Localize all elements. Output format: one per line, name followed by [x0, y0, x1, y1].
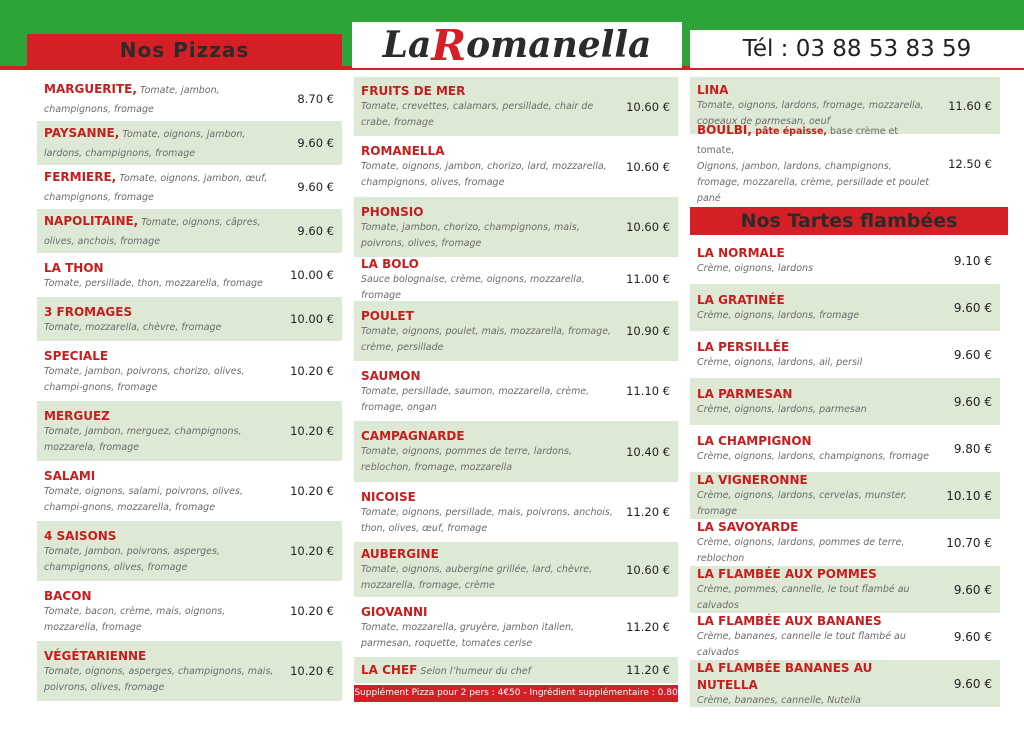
menu-item-price: 9.60 € — [953, 629, 992, 644]
menu-item-name: LA CHAMPIGNON — [697, 434, 812, 448]
menu-item-price: 10.10 € — [946, 488, 992, 503]
menu-item-price: 10.60 € — [626, 99, 670, 114]
menu-item-description: Crème, oignons, lardons — [697, 263, 814, 274]
menu-item — [690, 378, 1000, 425]
menu-item-price: 8.70 € — [297, 92, 334, 106]
menu-item-description: Tomate, oignons, poulet, mais, mozzarella, fromage, crème, persillade — [361, 325, 612, 353]
menu-item-name: LA GRATINÉE — [697, 293, 785, 307]
menu-item-price: 11.10 € — [626, 384, 670, 398]
menu-item-name: ROMANELLA — [361, 144, 445, 158]
pizzas-title-text: Nos Pizzas — [119, 38, 250, 62]
menu-item — [37, 341, 342, 401]
menu-item — [37, 297, 342, 341]
menu-item-name: LA FLAMBÉE AUX BANANES — [697, 614, 882, 628]
menu-item-text — [44, 467, 278, 516]
menu-item-description: Crème, oignons, lardons, champignons, fromage — [697, 451, 929, 462]
menu-item-name: LA SAVOYARDE — [697, 520, 799, 534]
tartes-list — [690, 237, 1000, 707]
menu-item-name: NAPOLITAINE, — [44, 214, 139, 228]
menu-item-price: 10.20 € — [290, 604, 334, 618]
menu-item-text — [44, 212, 278, 250]
menu-item-name: LA CHEF — [361, 662, 418, 677]
supplement-banner: Supplément Pizza pour 2 pers : 4€50 - Ingrédient supplémentaire : 0.80 € — [354, 685, 678, 702]
menu-item-description: Crème, bananes, cannelle, Nutella — [697, 694, 861, 706]
menu-item-price: 10.20 € — [290, 484, 334, 498]
menu-item-description: Tomate, jambon, chorizo, champignons, mais, poivrons, olives, fromage — [361, 221, 580, 249]
menu-item-text — [697, 565, 936, 614]
menu-item-description: Tomate, mozzarella, gruyère, jambon italien, parmesan, roquette, tomates cerise — [361, 621, 575, 649]
menu-item-text — [44, 80, 278, 118]
menu-item-text — [361, 545, 614, 594]
menu-item-description: Tomate, jambon, poivrons, asperges, champignons, olives, fromage — [44, 545, 220, 573]
menu-item-price: 11.20 € — [626, 620, 670, 634]
menu-item-price: 10.60 € — [626, 562, 670, 577]
menu-item-description: Tomate, oignons, lardons, fromage, mozzarella, copeaux de parmesan, oeuf — [697, 100, 924, 127]
menu-item — [690, 613, 1000, 660]
menu-item-text — [697, 244, 936, 277]
menu-item-name: LA BOLO — [361, 256, 419, 271]
menu-item-price: 11.60 € — [948, 98, 992, 113]
menu-item-text — [361, 142, 614, 191]
menu-item — [354, 197, 678, 257]
menu-item — [354, 542, 678, 597]
menu-item-text — [361, 488, 614, 537]
menu-item-text — [697, 338, 936, 371]
menu-item-price: 10.70 € — [946, 535, 992, 550]
menu-item-text — [361, 367, 614, 416]
menu-item-description: Crème, bananes, cannelle le tout flambé au calvados — [697, 631, 906, 658]
menu-item-description: Tomate, mozzarella, chèvre, fromage — [44, 321, 222, 333]
menu-item-price: 9.60 € — [297, 224, 334, 238]
menu-item — [354, 77, 678, 136]
menu-item-price: 11.20 € — [626, 663, 670, 677]
menu-item-description: Crème, oignons, lardons, ail, persil — [697, 357, 863, 368]
menu-item-description: Tomate, persillade, saumon, mozzarella, crème, fromage, ongan — [361, 385, 590, 413]
logo-rest: omanella — [466, 24, 652, 66]
menu-item-description: Tomate, oignons, jambon, chorizo, lard, mozzarella, champignons, olives, fromage — [361, 161, 607, 188]
menu-item-description: Tomate, oignons, aubergine grillée, lard, chèvre, mozzarella, fromage, crème — [361, 564, 593, 591]
logo-prefix: La — [382, 24, 432, 66]
menu-item-name: PHONSIO — [361, 204, 424, 219]
menu-item — [37, 165, 342, 209]
menu-item-price: 9.60 € — [953, 394, 992, 409]
menu-item — [37, 581, 342, 641]
menu-item-price: 9.60 € — [953, 300, 992, 315]
menu-item-price: 10.00 € — [290, 312, 334, 326]
menu-item-price: 10.20 € — [290, 544, 334, 558]
menu-item-name: 4 SAISONS — [44, 528, 117, 543]
menu-item — [354, 301, 678, 361]
menu-item-price: 12.50 € — [948, 157, 992, 171]
menu-item — [690, 660, 1000, 707]
menu-item-price: 9.10 € — [953, 253, 992, 268]
menu-item — [690, 472, 1000, 519]
menu-item — [690, 566, 1000, 613]
menu-item-name: LA THON — [44, 260, 104, 275]
menu-item-description: Crème, oignons, lardons, fromage — [697, 310, 860, 321]
menu-item-description: Tomate, oignons, persillade, mais, poivrons, anchois, thon, olives, œuf, fromage — [361, 506, 613, 534]
logo-initial: R — [431, 20, 467, 70]
menu-item-text — [361, 203, 614, 252]
menu-item-text — [44, 407, 278, 456]
menu-item-description: Crème, oignons, lardons, pommes de terre, reblochon — [697, 537, 905, 564]
menu-item-text — [697, 518, 936, 567]
menu-item-text — [697, 121, 936, 207]
menu-item-name: LA PERSILLÉE — [697, 340, 790, 354]
menu-item-price: 10.90 € — [626, 324, 670, 338]
menu-item-text — [44, 124, 278, 162]
menu-item-price: 9.80 € — [953, 441, 992, 456]
menu-item-text — [361, 307, 614, 356]
menu-item-name: SAUMON — [361, 368, 421, 383]
menu-item-text — [697, 471, 936, 520]
menu-item-description: Crème, oignons, lardons, parmesan — [697, 404, 867, 415]
menu-item — [354, 657, 678, 683]
menu-item-description: Tomate, crevettes, calamars, persillade, chair de crabe, fromage — [361, 101, 594, 128]
menu-item-description: Oignons, jambon, lardons, champignons, fromage, mozzarella, crème, persillade et poulet pané — [697, 161, 929, 204]
menu-item — [690, 123, 1000, 204]
menu-item-name: POULET — [361, 308, 414, 323]
menu-item-description: Crème, oignons, lardons, cervelas, munster, fromage — [697, 490, 907, 517]
phone-number: Tél : 03 88 53 83 59 — [690, 30, 1024, 68]
menu-item — [690, 425, 1000, 472]
menu-item-text — [44, 303, 278, 336]
menu-item-price: 9.60 € — [953, 582, 992, 597]
menu-item-price: 9.60 € — [297, 136, 334, 150]
menu-item-price: 10.40 € — [626, 444, 670, 459]
menu-item — [354, 361, 678, 421]
menu-item-text — [697, 612, 936, 661]
menu-item-description: Tomate, bacon, crème, mais, oignons, mozzarella, fromage — [44, 605, 226, 633]
menu-item-text — [44, 527, 278, 576]
menu-item — [690, 331, 1000, 378]
menu-item — [354, 421, 678, 482]
menu-item-price: 11.20 € — [626, 505, 670, 519]
menu-item-text — [44, 347, 278, 396]
menu-item-text — [361, 427, 614, 476]
menu-item-description: Tomate, jambon, champignons, fromage — [44, 85, 220, 115]
menu-item-text — [361, 603, 614, 652]
menu-item-description: Tomate, oignons, jambon, lardons, champignons, fromage — [44, 129, 246, 159]
menu-item-text — [697, 291, 936, 324]
menu-item-description: Sauce bolognaise, crème, oignons, mozzarella, fromage — [361, 273, 585, 301]
menu-item-name: MARGUERITE, — [44, 82, 137, 96]
menu-item-price: 10.60 € — [626, 220, 670, 234]
menu-item-name: FERMIERE, — [44, 170, 117, 184]
menu-item-name: LA NORMALE — [697, 246, 785, 260]
pizza-column-3 — [690, 77, 1000, 204]
menu-item-description: Tomate, persillade, thon, mozzarella, fromage — [44, 277, 263, 289]
menu-item-name: LINA — [697, 83, 729, 97]
menu-item — [37, 77, 342, 121]
menu-item — [37, 121, 342, 165]
menu-item-name: LA PARMESAN — [697, 387, 793, 401]
menu-item-text — [44, 168, 278, 206]
menu-item-name: GIOVANNI — [361, 604, 428, 619]
menu-item-text — [361, 82, 614, 131]
menu-item-text — [697, 659, 936, 709]
menu-item-name: NICOISE — [361, 489, 416, 504]
menu-item-text — [44, 587, 278, 636]
menu-item — [37, 253, 342, 297]
menu-item-price: 9.60 € — [953, 676, 992, 691]
menu-item-name: LA VIGNERONNE — [697, 473, 808, 487]
tartes-title: Nos Tartes flambées — [690, 207, 1008, 235]
menu-item-name: LA FLAMBÉE AUX POMMES — [697, 567, 877, 581]
menu-item-description: Tomate, oignons, salami, poivrons, olives, champi-gnons, mozzarella, fromage — [44, 485, 243, 513]
menu-item-name: AUBERGINE — [361, 547, 439, 561]
menu-item-name: BACON — [44, 588, 92, 603]
menu-item — [690, 519, 1000, 566]
menu-item-extra: pâte épaisse, — [751, 126, 828, 137]
menu-item-text — [697, 385, 936, 418]
menu-item-price: 9.60 € — [297, 180, 334, 194]
menu-item-price: 10.20 € — [290, 424, 334, 438]
logo — [352, 22, 682, 68]
menu-item — [37, 209, 342, 253]
menu-item-text — [44, 259, 278, 292]
menu-item — [37, 461, 342, 521]
menu-item — [690, 284, 1000, 331]
menu-item-description: Tomate, oignons, pommes de terre, lardons, reblochon, fromage, mozzarella — [361, 446, 572, 473]
menu-item-text — [361, 661, 614, 680]
menu-item-description: Selon l’humeur du chef — [417, 665, 531, 677]
menu-item-price: 11.00 € — [626, 272, 670, 286]
menu-item-name: MERGUEZ — [44, 408, 110, 423]
menu-item-description: Tomate, jambon, poivrons, chorizo, olives, champi-gnons, fromage — [44, 365, 245, 393]
menu-item-description: Crème, pommes, cannelle, le tout flambé au calvados — [697, 584, 910, 611]
menu-item-name: LA FLAMBÉE BANANES AU NUTELLA — [697, 660, 873, 692]
menu-item-description: Tomate, oignons, câpres, olives, anchois, fromage — [44, 217, 261, 247]
menu-item — [354, 597, 678, 657]
menu-item — [354, 136, 678, 197]
menu-item-description: Tomate, oignons, asperges, champignons, mais, poivrons, olives, fromage — [44, 665, 274, 693]
menu-item-text — [697, 432, 936, 465]
menu-item — [37, 401, 342, 461]
menu-item-name: BOULBI, — [697, 123, 752, 137]
pizza-column-2 — [354, 77, 678, 715]
menu-item — [354, 482, 678, 542]
menu-item-text — [44, 647, 278, 696]
menu-item — [690, 237, 1000, 284]
menu-item-name: VÉGÉTARIENNE — [44, 648, 147, 663]
menu-item-price: 10.00 € — [290, 268, 334, 282]
pizza-column-1 — [37, 77, 342, 701]
menu-item-name: SALAMI — [44, 468, 96, 483]
menu-item-name: FRUITS DE MER — [361, 84, 466, 98]
menu-item-name: CAMPAGNARDE — [361, 429, 465, 443]
menu-item-price: 10.20 € — [290, 364, 334, 378]
menu-item-name: SPECIALE — [44, 348, 109, 363]
menu-item-name: 3 FROMAGES — [44, 304, 133, 319]
menu-item-description: Tomate, oignons, jambon, œuf, champignons, fromage — [44, 173, 268, 203]
menu-item — [37, 521, 342, 581]
menu-item-name: PAYSANNE, — [44, 126, 120, 140]
menu-item-description: Tomate, jambon, merguez, champignons, mozzarela, fromage — [44, 425, 242, 453]
menu-item — [37, 641, 342, 701]
pizzas-title — [27, 34, 342, 66]
menu-item-desc-top: base crème et tomate, — [697, 126, 899, 156]
menu-item-price: 9.60 € — [953, 347, 992, 362]
menu-item-price: 10.60 € — [626, 159, 670, 174]
menu-item-price: 10.20 € — [290, 664, 334, 678]
menu-item — [354, 257, 678, 301]
menu-item-text — [361, 255, 614, 304]
